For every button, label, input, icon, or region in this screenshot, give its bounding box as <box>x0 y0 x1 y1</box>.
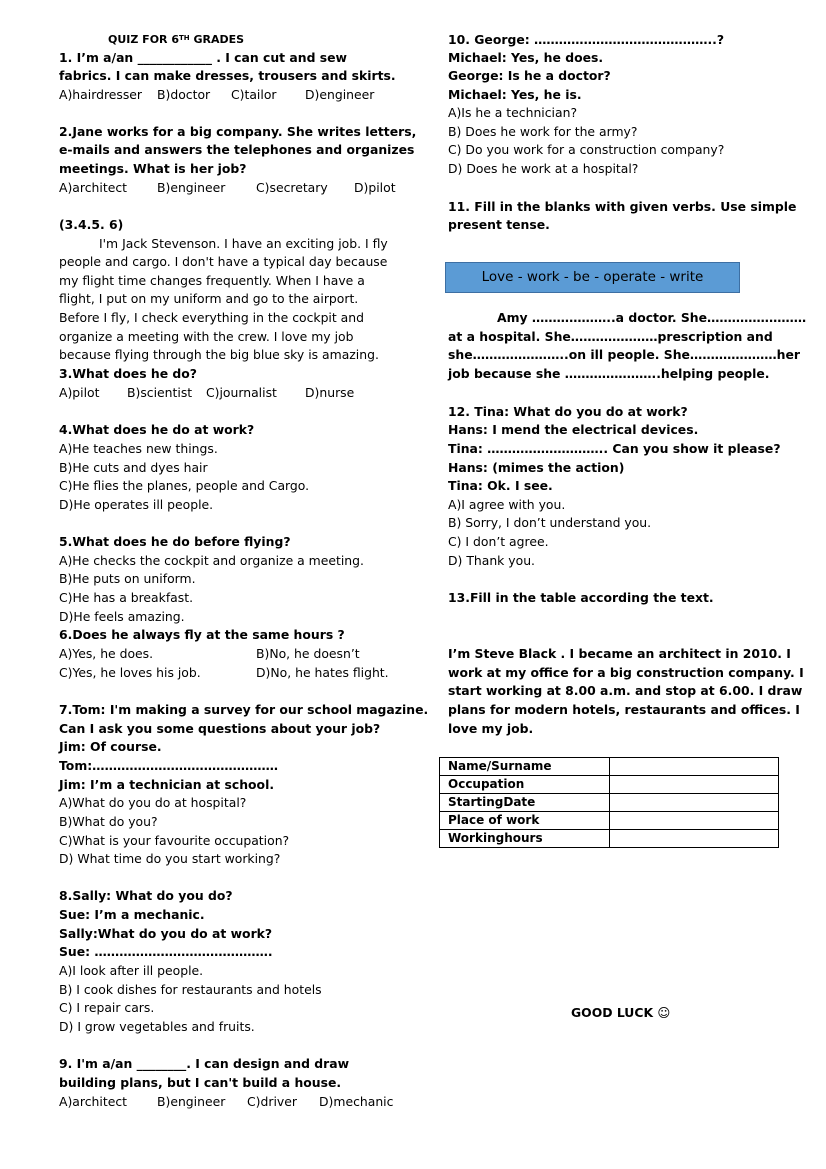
q6-option-b: B)No, he doesn’t <box>256 646 360 661</box>
q12-option-c: C) I don’t agree. <box>448 534 549 549</box>
table-row <box>440 758 779 776</box>
info-table <box>439 757 779 848</box>
q1-option-b: B)doctor <box>157 87 211 102</box>
q3-option-b: B)scientist <box>127 385 193 400</box>
passage-line: flight, I put on my uniform and go to the airport. <box>59 291 359 306</box>
q8-line: Sue: ……………………………………. <box>59 944 273 959</box>
passage-line: because flying through the big blue sky is amazing. <box>59 347 379 362</box>
q7-line: Jim: Of course. <box>59 739 162 754</box>
q4-option-a: A)He teaches new things. <box>59 441 218 456</box>
table-label: Name/Surname <box>440 758 610 776</box>
q8-option-d: D) I grow vegetables and fruits. <box>59 1019 255 1034</box>
q4-option-d: D)He operates ill people. <box>59 497 214 512</box>
q7-option-c: C)What is your favourite occupation? <box>59 833 290 848</box>
q3-option-a: A)pilot <box>59 385 100 400</box>
q11-text-line: she…………………..on ill people. She…………………her <box>448 347 800 362</box>
table-answer-cell[interactable] <box>610 812 779 830</box>
q6-option-a: A)Yes, he does. <box>59 646 154 661</box>
table-label: Occupation <box>440 776 610 794</box>
q13-question: 13.Fill in the table according the text. <box>448 590 714 605</box>
q12-line: Tina: ……………………….. Can you show it please? <box>448 441 781 456</box>
table-row <box>440 812 779 830</box>
q7-option-b: B)What do you? <box>59 814 158 829</box>
q2-option-a: A)architect <box>59 180 127 195</box>
table-row <box>440 794 779 812</box>
passage-line: organize a meeting with the crew. I love my job <box>59 329 354 344</box>
table-label: Workinghours <box>440 830 610 848</box>
q3-option-c: C)journalist <box>206 385 277 400</box>
table-row <box>440 776 779 794</box>
q4-question: 4.What does he do at work? <box>59 422 255 437</box>
q2-line2: e-mails and answers the telephones and organizes <box>59 142 415 157</box>
q9-option-a: A)architect <box>59 1094 127 1109</box>
q10-option-a: A)Is he a technician? <box>448 105 578 120</box>
q5-question: 5.What does he do before flying? <box>59 534 291 549</box>
q12-option-d: D) Thank you. <box>448 553 536 568</box>
q7-line: Tom:……………………………………… <box>59 758 279 773</box>
q5-option-d: D)He feels amazing. <box>59 609 185 624</box>
q1-option-a: A)hairdresser <box>59 87 143 102</box>
q12-line: 12. Tina: What do you do at work? <box>448 404 688 419</box>
q7-line: Jim: I’m a technician at school. <box>59 777 275 792</box>
q13-text-line: I’m Steve Black . I became an architect in 2010. I <box>448 646 791 661</box>
q6-option-d: D)No, he hates flight. <box>256 665 389 680</box>
q12-line: Hans: I mend the electrical devices. <box>448 422 699 437</box>
q7-option-d: D) What time do you start working? <box>59 851 281 866</box>
table-answer-cell[interactable] <box>610 830 779 848</box>
q11-text-line: at a hospital. She…………………prescription and <box>448 329 773 344</box>
q8-option-c: C) I repair cars. <box>59 1000 155 1015</box>
q1-line1: 1. I’m a/an ____________ . I can cut and sew <box>59 50 348 65</box>
q9-option-b: B)engineer <box>157 1094 226 1109</box>
q10-option-c: C) Do you work for a construction company? <box>448 142 725 157</box>
q8-option-b: B) I cook dishes for restaurants and hotels <box>59 982 322 997</box>
q4-option-c: C)He flies the planes, people and Cargo. <box>59 478 310 493</box>
table-label: StartingDate <box>440 794 610 812</box>
q1-option-d: D)engineer <box>305 87 375 102</box>
q3-question: 3.What does he do? <box>59 366 197 381</box>
q6-question: 6.Does he always fly at the same hours ? <box>59 627 345 642</box>
worksheet-title: QUIZ FOR 6TH GRADES <box>108 33 245 46</box>
q2-option-c: C)secretary <box>256 180 328 195</box>
q9-line2: building plans, but I can't build a house. <box>59 1075 342 1090</box>
q3-option-d: D)nurse <box>305 385 355 400</box>
q6-option-c: C)Yes, he loves his job. <box>59 665 201 680</box>
passage-head: (3.4.5. 6) <box>59 217 124 232</box>
q2-line3: meetings. What is her job? <box>59 161 247 176</box>
table-answer-cell[interactable] <box>610 776 779 794</box>
q10-line: Michael: Yes, he does. <box>448 50 604 65</box>
q5-option-c: C)He has a breakfast. <box>59 590 194 605</box>
q9-option-d: D)mechanic <box>319 1094 394 1109</box>
q9-line1: 9. I'm a/an ________. I can design and draw <box>59 1056 350 1071</box>
q11-line1: 11. Fill in the blanks with given verbs. Use simple <box>448 199 797 214</box>
q10-option-b: B) Does he work for the army? <box>448 124 638 139</box>
q5-option-a: A)He checks the cockpit and organize a meeting. <box>59 553 364 568</box>
q10-option-d: D) Does he work at a hospital? <box>448 161 639 176</box>
table-label: Place of work <box>440 812 610 830</box>
q1-option-c: C)tailor <box>231 87 277 102</box>
q7-option-a: A)What do you do at hospital? <box>59 795 247 810</box>
table-row <box>440 830 779 848</box>
q2-line1: 2.Jane works for a big company. She writes letters, <box>59 124 417 139</box>
passage-line: people and cargo. I don't have a typical day because <box>59 254 388 269</box>
q10-line: 10. George: ……………………………………..? <box>448 32 725 47</box>
q8-option-a: A)I look after ill people. <box>59 963 204 978</box>
q13-text-line: work at my office for a big construction company. I <box>448 665 804 680</box>
passage-line: Before I fly, I check everything in the cockpit and <box>59 310 364 325</box>
passage-line: my flight time changes frequently. When I have a <box>59 273 365 288</box>
q10-line: Michael: Yes, he is. <box>448 87 582 102</box>
q2-option-d: D)pilot <box>354 180 396 195</box>
q7-line: Can I ask you some questions about your job? <box>59 721 381 736</box>
q13-text-line: start working at 8.00 a.m. and stop at 6.00. I draw <box>448 683 803 698</box>
verb-list: Love - work - be - operate - write <box>481 269 704 285</box>
q12-line: Hans: (mimes the action) <box>448 460 625 475</box>
footer-good-luck: GOOD LUCK ☺ <box>571 1005 671 1020</box>
q13-text-line: plans for modern hotels, restaurants and offices. I <box>448 702 800 717</box>
q5-option-b: B)He puts on uniform. <box>59 571 196 586</box>
q12-line: Tina: Ok. I see. <box>448 478 553 493</box>
q8-line: 8.Sally: What do you do? <box>59 888 233 903</box>
table-answer-cell[interactable] <box>610 794 779 812</box>
table-answer-cell[interactable] <box>610 758 779 776</box>
passage-line: I'm Jack Stevenson. I have an exciting job. I fly <box>99 236 388 251</box>
q12-option-b: B) Sorry, I don’t understand you. <box>448 515 652 530</box>
q10-line: George: Is he a doctor? <box>448 68 611 83</box>
q9-option-c: C)driver <box>247 1094 297 1109</box>
q4-option-b: B)He cuts and dyes hair <box>59 460 208 475</box>
q8-line: Sue: I’m a mechanic. <box>59 907 205 922</box>
q8-line: Sally:What do you do at work? <box>59 926 273 941</box>
q11-text-line: job because she …………………..helping people. <box>448 366 770 381</box>
q2-option-b: B)engineer <box>157 180 226 195</box>
q7-line: 7.Tom: I'm making a survey for our school magazine. <box>59 702 429 717</box>
q13-text-line: love my job. <box>448 721 534 736</box>
verb-list-box <box>445 262 740 293</box>
q11-text-line: Amy ………………..a doctor. She…………………… <box>497 310 807 325</box>
q1-line2: fabrics. I can make dresses, trousers and skirts. <box>59 68 396 83</box>
q12-option-a: A)I agree with you. <box>448 497 566 512</box>
q11-line2: present tense. <box>448 217 550 232</box>
